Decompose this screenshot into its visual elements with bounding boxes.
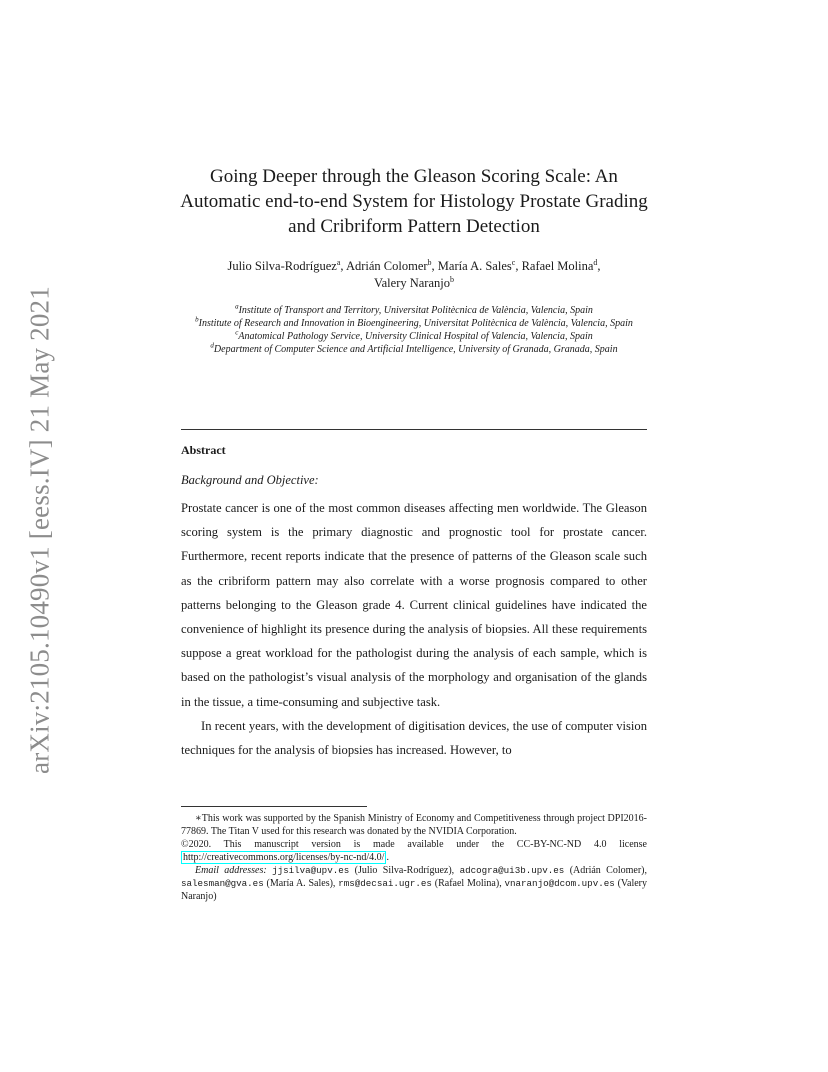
email-label: Email addresses: [195,865,267,876]
email-address[interactable]: salesman@gva.es [181,878,264,889]
footnote-rule [181,806,367,807]
email-owner: (Valery Naranjo) [181,878,647,902]
paper-title: Going Deeper through the Gleason Scoring Scale: An Automatic end-to-end System for Histology Prostate Grading and Cribriform Pattern Detection [180,166,648,237]
email-address[interactable]: adcogra@ui3b.upv.es [459,865,565,876]
abstract-paragraph: Prostate cancer is one of the most common diseases affecting men worldwide. The Gleason scoring system is the primary diagnostic and prognostic tool for prostate cancer. Furthermore, recent reports indicate that the presence of patterns of the Gleason scale such as the cribriform pattern may also correlate with a worse prognosis compared to other patterns belonging to the Gleason grade 4. Current clinical guidelines have indicated the convenience of highlight its presence during the analysis of biopsies. All these requirements suppose a great workload for the pathologist during the analysis of each sample, which is based on the pathologist’s visual analysis of the morphology and organisation of the glands in the tissue, a time-consuming and subjective task. [181,501,647,709]
author-name: María A. Sales [437,259,512,273]
email-address[interactable]: jjsilva@upv.es [272,865,350,876]
affiliation-text: Anatomical Pathology Service, University Clinical Hospital of Valencia, Valencia, Spain [238,331,593,342]
author-name: Rafael Molina [521,259,594,273]
license-footnote [181,838,647,864]
email-owner: (María A. Sales), [263,878,339,889]
email-footnote [181,864,647,903]
arxiv-identifier-text: arXiv:2105.10490v1 [eess.IV] 21 May 2021 [24,286,55,774]
author-affiliation-mark: c [511,257,516,267]
author-affiliation-mark: a [336,257,341,267]
affiliation-item [170,304,658,317]
abstract-top-rule [181,429,647,430]
abstract-subheading: Background and Objective: [181,473,319,487]
license-link[interactable]: http://creativecommons.org/licenses/by-nc-nd/4.0/ [183,852,385,863]
affiliation-item [170,343,658,356]
email-owner: (Adrián Colomer), [564,865,648,876]
email-address[interactable]: vnaranjo@dcom.upv.es [504,878,615,889]
affiliation-mark: d [210,341,214,350]
author-name: Valery Naranjo [373,276,450,290]
affiliation-item [170,330,658,343]
author-affiliation-mark: d [593,257,598,267]
author-affiliation-mark: b [450,274,454,284]
affiliation-item [170,317,658,330]
abstract-paragraph: In recent years, with the development of digitisation devices, the use of computer vision techniques for the analysis of biopsies has increased. However, to [181,718,647,758]
author-name: Adrián Colomer [345,259,428,273]
affiliation-mark: a [235,302,239,311]
author-list: Julio Silva-Rodríguez$^a$, Adrián Colomer$^b$, María A. Sales$^c$, Rafael Molina$^d$, Valery Naranjo$^b$ [227,257,601,290]
abstract-body [181,496,647,762]
email-owner: (Rafael Molina), [431,878,502,889]
license-text: ©2020. This manuscript version is made available under the CC-BY-NC-ND 4.0 license [181,839,647,850]
affiliation-text: Institute of Transport and Territory, Universitat Politècnica de València, Valencia, Spain [238,305,593,316]
affiliation-text: Institute of Research and Innovation in Bioengineering, Universitat Politècnica de València, Valencia, Spain [198,318,633,329]
email-owner: (Julio Silva-Rodríguez), [349,865,460,876]
affiliation-mark: b [195,315,199,324]
funding-footnote: ∗This work was supported by the Spanish Ministry of Economy and Competitiveness through project DPI2016-77869. The Titan V used for this research was donated by the NVIDIA Corporation. [181,813,647,837]
affiliation-mark: c [235,328,239,337]
affiliation-text: Department of Computer Science and Artificial Intelligence, University of Granada, Granada, Spain [213,344,618,355]
email-address[interactable]: rms@decsai.ugr.es [338,878,432,889]
affiliation-list [170,304,658,356]
license-end: . [386,852,389,863]
footnotes [181,812,647,903]
author-affiliation-mark: b [427,257,432,267]
arxiv-identifier-stamp [18,280,62,780]
abstract-heading: Abstract [181,443,226,457]
author-name: Julio Silva-Rodríguez [227,259,337,273]
